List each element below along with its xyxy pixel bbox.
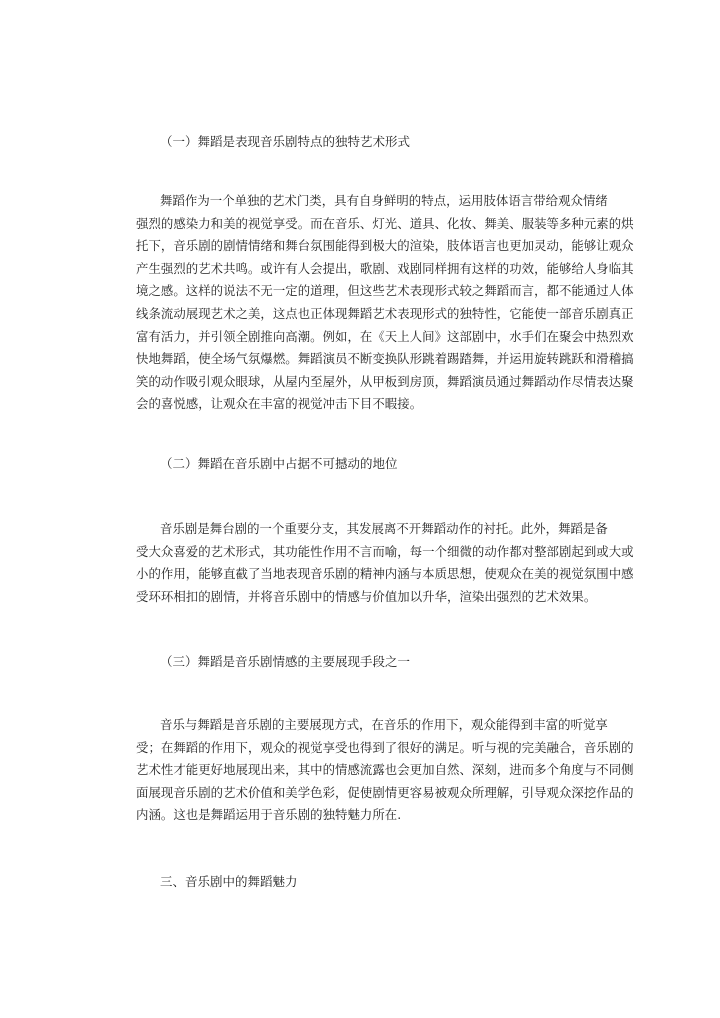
paragraph-line: 音乐剧是舞台剧的一个重要分支，其发展离不开舞蹈动作的衬托。此外，舞蹈是备 [160, 521, 608, 536]
section-heading-4: 三、音乐剧中的舞蹈魅力 [160, 874, 298, 889]
paragraph-line: 小的作用，能够直截了当地表现音乐剧的精神内涵与本质思想，使观众在美的视觉氛围中感 [136, 566, 634, 582]
paragraph-line: 舞蹈作为一个单独的艺术门类，具有自身鲜明的特点，运用肢体语言带给观众情绪 [160, 193, 608, 208]
paragraph-line: 托下，音乐剧的剧情情绪和舞台氛围能得到极大的渲染，肢体语言也更加灵动，能够让观众 [136, 238, 634, 254]
paragraph-line: 快地舞蹈，使全场气氛爆燃。舞蹈演员不断变换队形跳着踢踏舞，并运用旋转跳跃和滑稽搞 [136, 351, 634, 367]
paragraph-line: 受环环相扣的剧情，并将音乐剧中的情感与价值加以升华，渲染出强烈的艺术效果。 [136, 588, 597, 604]
section-heading-3: （三）舞蹈是音乐剧情感的主要展现手段之一 [160, 654, 411, 669]
paragraph-line: 受大众喜爱的艺术形式，其功能性作用不言而喻，每一个细微的动作都对整部剧起到或大或 [136, 543, 634, 559]
paragraph-line: 笑的动作吸引观众眼球，从屋内至屋外，从甲板到房顶，舞蹈演员通过舞蹈动作尽情表达聚 [136, 373, 634, 389]
paragraph-line: 受；在舞蹈的作用下，观众的视觉享受也得到了很好的满足。听与视的完美融合，音乐剧的 [136, 739, 634, 755]
paragraph-line: 强烈的感染力和美的视觉享受。而在音乐、灯光、道具、化妆、舞美、服装等多种元素的烘 [136, 215, 634, 231]
paragraph-3 [136, 714, 634, 827]
section-heading-1: （一）舞蹈是表现音乐剧特点的独特艺术形式 [160, 134, 411, 149]
section-heading-2: （二）舞蹈在音乐剧中占据不可撼动的地位 [160, 456, 398, 471]
paragraph-1 [136, 190, 634, 416]
paragraph-line: 内涵。这也是舞蹈运用于音乐剧的独特魅力所在. [136, 807, 402, 823]
paragraph-line: 富有活力，并引领全剧推向高潮。例如，在《天上人间》这部剧中，水手们在聚会中热烈欢 [136, 328, 634, 344]
paragraph-line: 产生强烈的艺术共鸣。或许有人会提出，歌剧、戏剧同样拥有这样的功效，能够给人身临其 [136, 260, 634, 276]
paragraph-line: 线条流动展现艺术之美，这点也正体现舞蹈艺术表现形式的独特性，它能使一部音乐剧真正 [136, 305, 634, 321]
paragraph-line: 境之感。这样的说法不无一定的道理，但这些艺术表现形式较之舞蹈而言，都不能通过人体 [136, 283, 634, 299]
paragraph-2 [136, 518, 634, 608]
paragraph-line: 艺术性才能更好地展现出来，其中的情感流露也会更加自然、深刻，进而多个角度与不同侧 [136, 762, 634, 778]
paragraph-line: 面展现音乐剧的艺术价值和美学色彩，促使剧情更容易被观众所理解，引导观众深挖作品的 [136, 784, 634, 800]
paragraph-line: 音乐与舞蹈是音乐剧的主要展现方式，在音乐的作用下，观众能得到丰富的听觉享 [160, 717, 608, 732]
paragraph-line: 会的喜悦感，让观众在丰富的视觉冲击下目不暇接。 [136, 396, 423, 412]
